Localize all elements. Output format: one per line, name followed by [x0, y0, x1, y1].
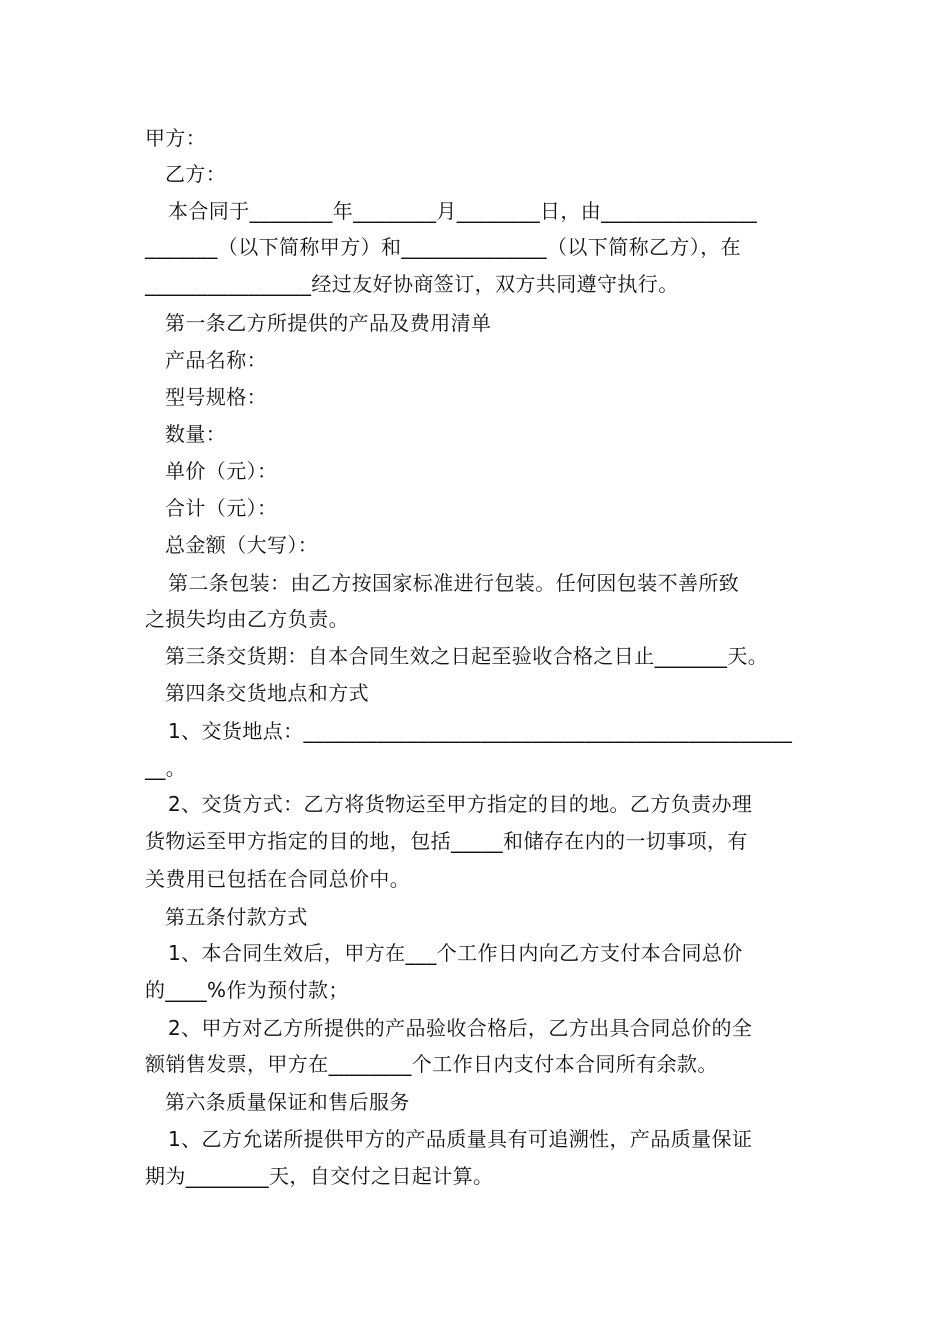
delivery-method-line-3: 关费用已包括在合同总价中。 [145, 867, 411, 891]
payment-term-2-line-2: 额销售发票，甲方在________个工作日内支付本合同所有余款。 [145, 1052, 718, 1076]
delivery-method-line-2: 货物运至甲方指定的目的地，包括_____和储存在内的一切事项，有 [145, 829, 748, 853]
article-2-line-1: 第二条包装：由乙方按国家标准进行包装。任何因包装不善所致 [168, 571, 740, 595]
contract-intro-line-3: ________________经过友好协商签订，双方共同遵守执行。 [145, 272, 679, 296]
article-6-heading: 第六条质量保证和售后服务 [165, 1090, 410, 1114]
quantity-label: 数量： [165, 422, 227, 446]
warranty-line-1: 1、乙方允诺所提供甲方的产品质量具有可追溯性，产品质量保证 [168, 1127, 753, 1151]
product-name-label: 产品名称： [165, 348, 267, 372]
payment-term-2-line-1: 2、甲方对乙方所提供的产品验收合格后，乙方出具合同总价的全 [168, 1016, 753, 1040]
total-amount-label: 总金额（大写）： [165, 533, 319, 557]
model-spec-label: 型号规格： [165, 385, 267, 409]
subtotal-label: 合计（元）： [165, 496, 278, 520]
contract-intro-line-2: _______（以下简称甲方）和______________（以下简称乙方），在 [145, 235, 741, 259]
warranty-line-2: 期为________天，自交付之日起计算。 [145, 1164, 494, 1188]
unit-price-label: 单价（元）： [165, 459, 278, 483]
payment-term-1-line-1: 1、本合同生效后，甲方在___个工作日内向乙方支付本合同总价 [168, 941, 743, 965]
contract-intro-line-1: 本合同于________年________月________日，由_______________ [168, 199, 758, 223]
delivery-place-line-1: 1、交货地点：_______________________________________________ [168, 719, 793, 743]
delivery-method-line-1: 2、交货方式：乙方将货物运至甲方指定的目的地。乙方负责办理 [168, 792, 753, 816]
payment-term-1-line-2: 的____%作为预付款； [145, 978, 349, 1002]
party-b-label: 乙方： [165, 162, 227, 186]
delivery-place-line-2: __。 [145, 756, 187, 780]
article-2-line-2: 之损失均由乙方负责。 [145, 607, 349, 631]
article-1-heading: 第一条乙方所提供的产品及费用清单 [165, 311, 492, 335]
article-4-heading: 第四条交货地点和方式 [165, 681, 369, 705]
article-5-heading: 第五条付款方式 [165, 905, 308, 929]
article-3-delivery-period: 第三条交货期：自本合同生效之日起至验收合格之日止_______天。 [165, 644, 769, 668]
party-a-label: 甲方： [145, 126, 207, 150]
